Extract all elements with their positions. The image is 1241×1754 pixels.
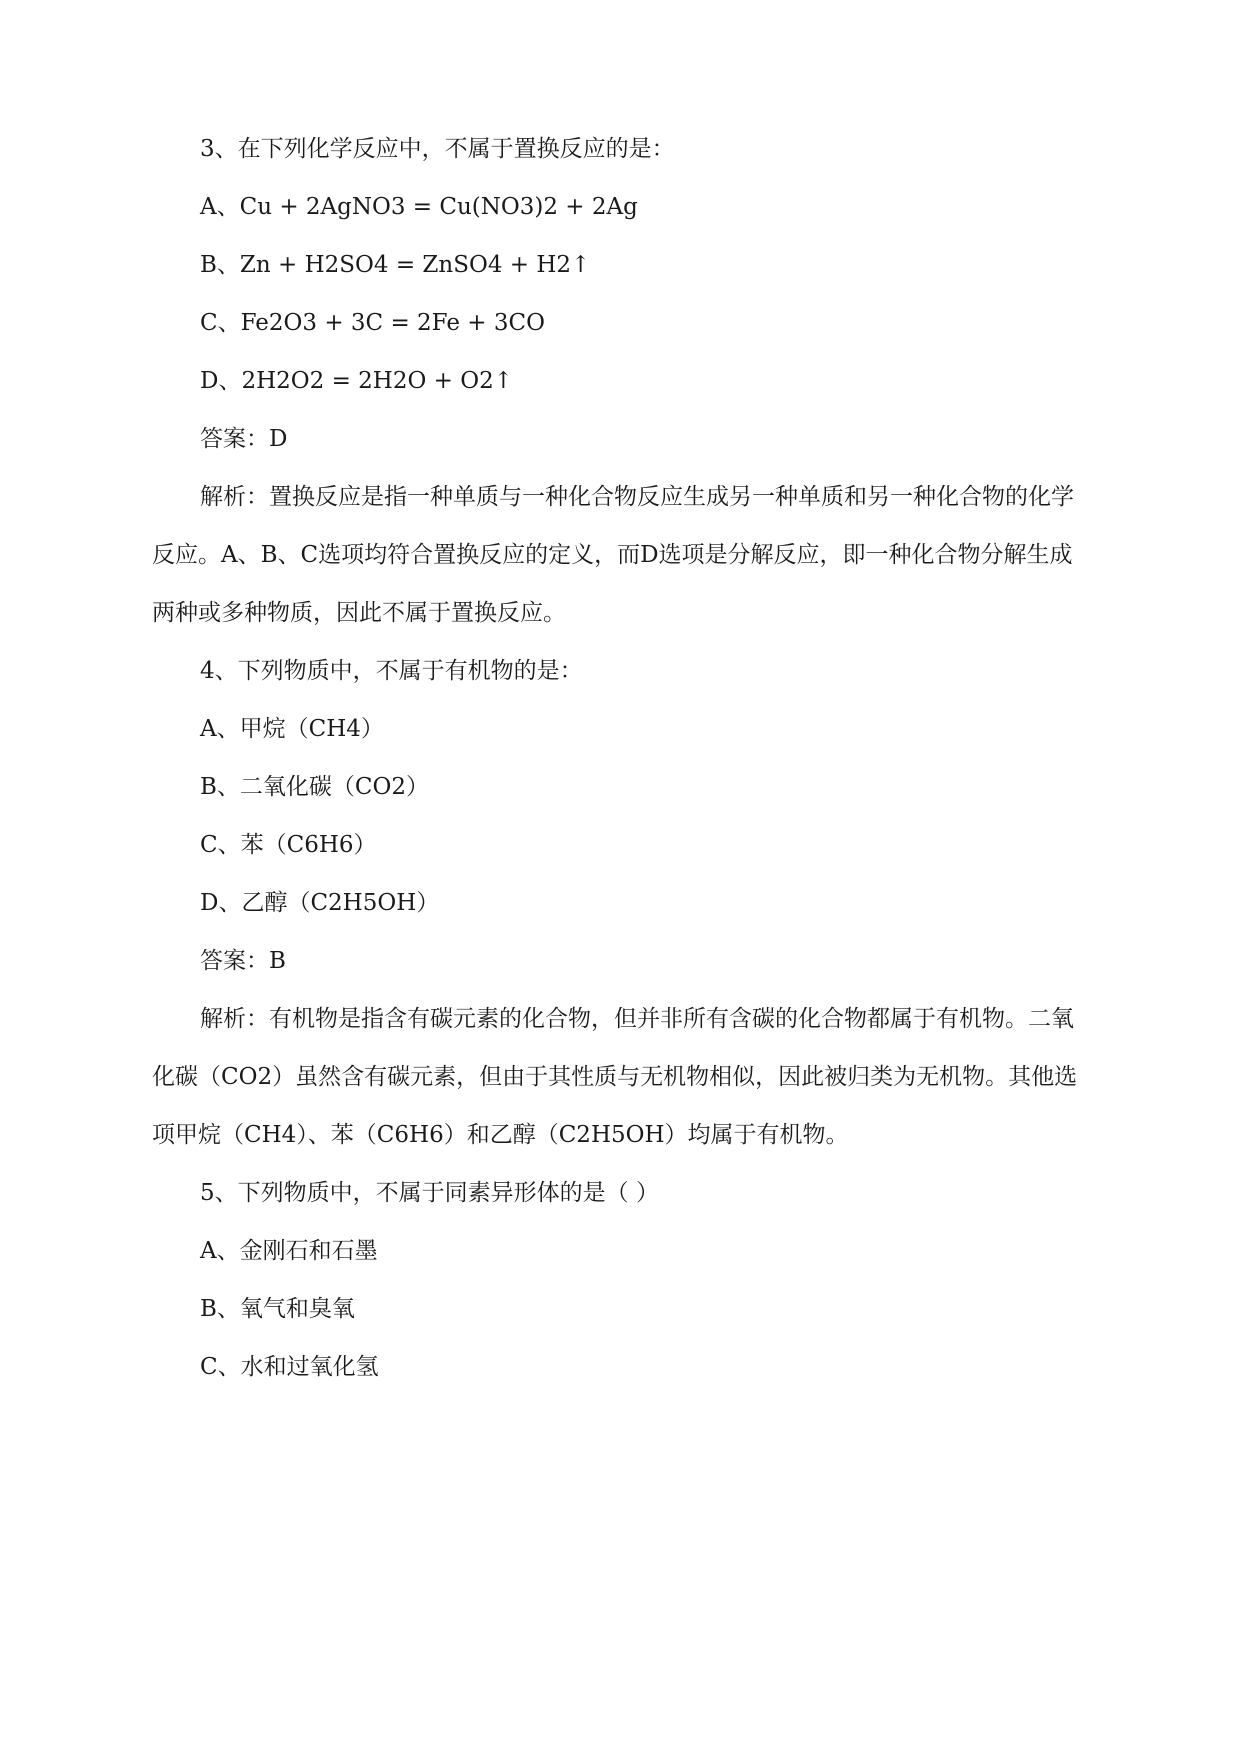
- question-3-analysis: 解析：置换反应是指一种单质与一种化合物反应生成另一种单质和另一种化合物的化学反应。A、B、C选项均符合置换反应的定义，而D选项是分解反应，即一种化合物分解生成两种或多种物质，因此不属于置换反应。: [152, 484, 1074, 626]
- question-5-option-a: A、金刚石和石墨: [200, 1238, 378, 1264]
- question-3-option-c: C、Fe2O3 + 3C = 2Fe + 3CO: [200, 310, 545, 336]
- question-4-option-d: D、乙醇（C2H5OH）: [200, 890, 440, 916]
- question-5-option-b: B、氧气和臭氧: [200, 1296, 355, 1322]
- question-4-option-a: A、甲烷（CH4）: [200, 716, 384, 742]
- question-4-analysis: 解析：有机物是指含有碳元素的化合物，但并非所有含碳的化合物都属于有机物。二氧化碳（CO2）虽然含有碳元素，但由于其性质与无机物相似，因此被归类为无机物。其他选项甲烷（CH4）、苯（C6H6）和乙醇（C2H5OH）均属于有机物。: [152, 1006, 1078, 1148]
- question-4-stem: 4、下列物质中，不属于有机物的是：: [200, 658, 583, 684]
- question-3-answer: 答案：D: [200, 426, 288, 452]
- question-3-option-a: A、Cu + 2AgNO3 = Cu(NO3)2 + 2Ag: [200, 194, 638, 220]
- question-4-answer: 答案：B: [200, 948, 286, 974]
- question-3-stem: 3、在下列化学反应中，不属于置换反应的是：: [200, 136, 675, 162]
- question-3-option-b: B、Zn + H2SO4 = ZnSO4 + H2↑: [200, 252, 591, 278]
- question-4-option-b: B、二氧化碳（CO2）: [200, 774, 429, 800]
- question-5-option-c: C、水和过氧化氢: [200, 1354, 379, 1380]
- question-4-option-c: C、苯（C6H6）: [200, 832, 377, 858]
- question-5-stem: 5、下列物质中，不属于同素异形体的是（ ）: [200, 1180, 659, 1206]
- question-3-option-d: D、2H2O2 = 2H2O + O2↑: [200, 368, 513, 394]
